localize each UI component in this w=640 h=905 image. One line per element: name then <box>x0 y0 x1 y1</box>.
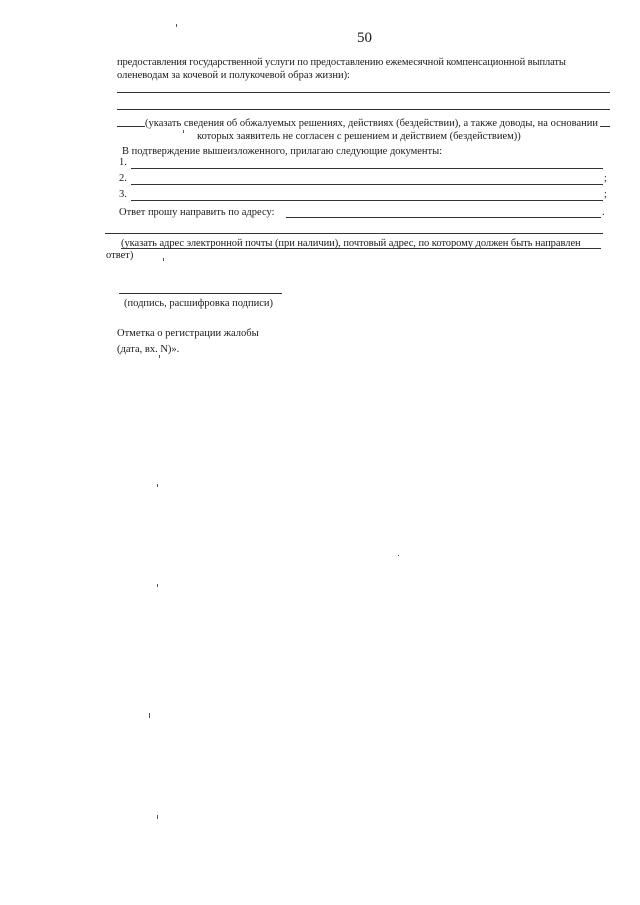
scan-speck <box>159 355 160 358</box>
scan-speck <box>149 713 150 718</box>
note-address-line-1: (указать адрес электронной почты (при наличии), почтовый адрес, по которому должен быть направлен <box>121 238 581 249</box>
signature-line <box>119 293 282 294</box>
page-number: 50 <box>357 30 372 46</box>
scan-speck <box>157 484 158 487</box>
scan-speck <box>163 258 164 261</box>
note-complaint-line-2: которых заявитель не согласен с решением и действием (бездействием)) <box>197 131 521 142</box>
intro-line-1: предоставления государственной услуги по предоставлению ежемесячной компенсационной выплаты <box>117 57 566 68</box>
fill-line <box>105 233 603 234</box>
fill-line <box>117 109 610 110</box>
signature-caption: (подпись, расшифровка подписи) <box>124 298 274 309</box>
intro-line-2: оленеводам за кочевой и полукочевой образ жизни): <box>117 70 350 81</box>
reply-address-label: Ответ прошу направить по адресу: <box>119 207 275 218</box>
scan-speck <box>157 584 158 587</box>
document-item-line <box>131 168 603 169</box>
document-item-number: 1. <box>119 157 127 168</box>
scan-speck <box>157 815 158 819</box>
fill-line <box>117 92 610 93</box>
scan-speck <box>183 130 184 133</box>
note-complaint-line-1: (указать сведения об обжалуемых решениях, действиях (бездействии), а также доводы, на основании <box>145 118 598 129</box>
document-item-end: ; <box>604 189 607 200</box>
reply-address-line <box>286 217 601 218</box>
document-item-number: 2. <box>119 173 127 184</box>
scan-speck <box>398 555 399 556</box>
document-item-line <box>131 200 603 201</box>
reply-address-end: . <box>602 207 605 218</box>
document-item-number: 3. <box>119 189 127 200</box>
registration-mark-label: Отметка о регистрации жалобы <box>117 328 259 339</box>
note-address-line-2: ответ) <box>106 250 134 261</box>
document-item-end: ; <box>604 173 607 184</box>
registration-mark-date: (дата, вх. N)». <box>117 344 180 355</box>
documents-heading: В подтверждение вышеизложенного, прилагаю следующие документы: <box>122 146 443 157</box>
document-item-line <box>131 184 603 185</box>
note-address-underline <box>121 248 601 249</box>
scan-speck <box>176 24 177 27</box>
